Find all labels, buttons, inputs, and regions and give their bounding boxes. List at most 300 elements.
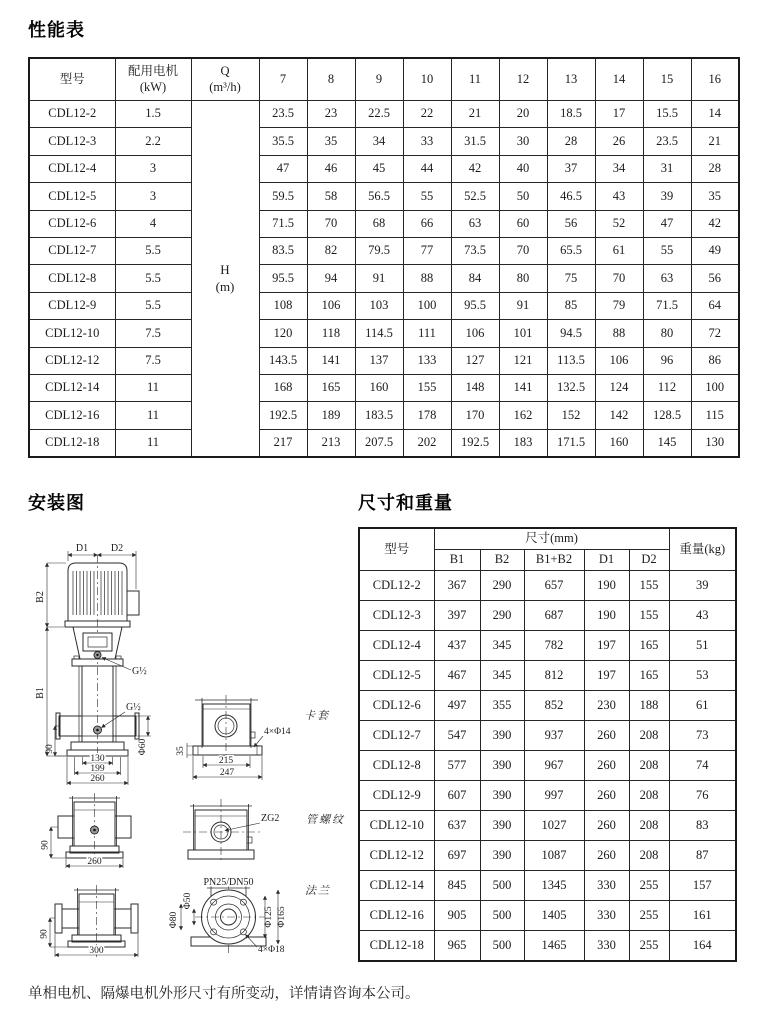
b2-label: B2: [35, 591, 46, 603]
mid-dim90-label: 90: [40, 840, 51, 850]
performance-row: [29, 429, 739, 457]
model-cell: CDL12-2: [29, 101, 115, 128]
col-header-motor: [115, 58, 191, 101]
head-value-cell: 37: [547, 155, 595, 182]
head-value-cell: 95.5: [451, 292, 499, 319]
dim300-label: 300: [89, 946, 104, 956]
dims-b1b2-cell: 967: [524, 751, 584, 781]
head-value-cell: 58: [307, 183, 355, 210]
clamp-body: [203, 704, 250, 746]
head-value-cell: 35: [691, 183, 739, 210]
phi165-label: Φ165: [277, 906, 287, 928]
head-value-cell: 83.5: [259, 237, 307, 264]
head-value-cell: 47: [259, 155, 307, 182]
dims-b1-cell: 437: [434, 631, 480, 661]
dims-b1-cell: 467: [434, 661, 480, 691]
head-value-cell: 192.5: [259, 402, 307, 429]
dims-d2-cell: 255: [629, 931, 669, 962]
performance-row: [29, 155, 739, 182]
performance-row: [29, 347, 739, 374]
head-value-cell: 101: [499, 320, 547, 347]
head-value-cell: 178: [403, 402, 451, 429]
head-value-cell: 23.5: [643, 128, 691, 155]
motor-kw-cell: 5.5: [115, 265, 191, 292]
head-value-cell: 127: [451, 347, 499, 374]
col-header-flow-9: 9: [355, 58, 403, 101]
bot-pipe-right: [114, 909, 131, 928]
head-value-cell: 165: [307, 374, 355, 401]
head-value-cell: 71.5: [259, 210, 307, 237]
head-value-cell: 61: [595, 237, 643, 264]
model-cell: CDL12-8: [29, 265, 115, 292]
dim199-label: 199: [90, 764, 105, 774]
top-port-label: G½: [132, 666, 147, 677]
dims-model-cell: CDL12-2: [359, 571, 434, 601]
head-value-cell: 59.5: [259, 183, 307, 210]
head-value-cell: 77: [403, 237, 451, 264]
dim130-label: 130: [90, 754, 105, 764]
head-value-cell: 47: [643, 210, 691, 237]
head-value-cell: 189: [307, 402, 355, 429]
head-value-cell: 63: [643, 265, 691, 292]
dims-b2-cell: 345: [480, 661, 524, 691]
head-value-cell: 142: [595, 402, 643, 429]
head-value-cell: 160: [355, 374, 403, 401]
head-value-cell: 213: [307, 429, 355, 457]
model-cell: CDL12-18: [29, 429, 115, 457]
performance-row: [29, 320, 739, 347]
dims-weight-cell: 76: [669, 781, 736, 811]
dims-weight-cell: 161: [669, 901, 736, 931]
dims-b1-cell: 547: [434, 721, 480, 751]
head-value-cell: 79: [595, 292, 643, 319]
d2-label: D2: [110, 543, 124, 554]
head-value-cell: 100: [403, 292, 451, 319]
dims-d1-cell: 260: [584, 751, 629, 781]
zg2-label: ZG2: [261, 813, 280, 824]
head-unit-line1: H: [220, 262, 230, 278]
motor-kw-cell: 4: [115, 210, 191, 237]
dims-b1b2-cell: 1465: [524, 931, 584, 962]
dims-row: [359, 571, 736, 601]
dims-row: [359, 751, 736, 781]
head-value-cell: 202: [403, 429, 451, 457]
head-value-cell: 121: [499, 347, 547, 374]
motor-header-line1: 配用电机: [127, 63, 178, 78]
motor-kw-cell: 5.5: [115, 237, 191, 264]
flange-rating-label: PN25/DN50: [203, 877, 254, 888]
head-value-cell: 42: [451, 155, 499, 182]
dim260-label: 260: [90, 774, 105, 784]
head-value-cell: 56: [691, 265, 739, 292]
head-value-cell: 56.5: [355, 183, 403, 210]
phi50-label: Φ50: [183, 892, 193, 910]
performance-body: [29, 101, 739, 458]
head-value-cell: 14: [691, 101, 739, 128]
dims-col-d2: D2: [629, 550, 669, 571]
discharge-port: [113, 716, 136, 736]
head-value-cell: 162: [499, 402, 547, 429]
dims-d2-cell: 208: [629, 841, 669, 871]
model-cell: CDL12-4: [29, 155, 115, 182]
head-value-cell: 155: [403, 374, 451, 401]
head-value-cell: 63: [451, 210, 499, 237]
suction-port: [59, 716, 82, 736]
head-value-cell: 75: [547, 265, 595, 292]
dims-d2-cell: 188: [629, 691, 669, 721]
col-header-flow-16: 16: [691, 58, 739, 101]
head-value-cell: 103: [355, 292, 403, 319]
head-value-cell: 183: [499, 429, 547, 457]
dims-b2-cell: 500: [480, 871, 524, 901]
col-header-flow-14: 14: [595, 58, 643, 101]
dims-d2-cell: 255: [629, 871, 669, 901]
pump-front-view: [35, 543, 151, 785]
head-value-cell: 106: [451, 320, 499, 347]
phi125-label: Φ125: [264, 906, 274, 928]
head-value-cell: 112: [643, 374, 691, 401]
dims-model-cell: CDL12-5: [359, 661, 434, 691]
dims-weight-cell: 74: [669, 751, 736, 781]
dims-d1-cell: 330: [584, 901, 629, 931]
dims-row: [359, 871, 736, 901]
performance-header-row: [29, 58, 739, 101]
dims-model-cell: CDL12-4: [359, 631, 434, 661]
head-value-cell: 55: [403, 183, 451, 210]
head-value-cell: 217: [259, 429, 307, 457]
dims-d2-cell: 155: [629, 571, 669, 601]
performance-row: [29, 128, 739, 155]
head-value-cell: 143.5: [259, 347, 307, 374]
col-header-flow-7: 7: [259, 58, 307, 101]
dims-col-d1: D1: [584, 550, 629, 571]
dims-row: [359, 931, 736, 962]
dims-col-model: 型号: [359, 528, 434, 571]
head-value-cell: 23: [307, 101, 355, 128]
head-value-cell: 120: [259, 320, 307, 347]
dims-d1-cell: 190: [584, 571, 629, 601]
flange-holes-label: 4×Φ18: [258, 945, 285, 955]
head-value-cell: 94: [307, 265, 355, 292]
dimensions-title: 尺寸和重量: [358, 493, 453, 514]
dims-model-cell: CDL12-7: [359, 721, 434, 751]
head-value-cell: 160: [595, 429, 643, 457]
clamp-base: [193, 746, 262, 755]
clamp-holes-leader: [254, 736, 263, 747]
mid-port-left: [58, 816, 74, 838]
dims-model-cell: CDL12-10: [359, 811, 434, 841]
base-view-300: [40, 885, 139, 957]
head-value-cell: 56: [547, 210, 595, 237]
bot-tie-rods: [78, 888, 116, 935]
performance-row: [29, 374, 739, 401]
performance-row: [29, 402, 739, 429]
dims-b1-cell: 637: [434, 811, 480, 841]
col-header-flow-11: 11: [451, 58, 499, 101]
dims-d2-cell: 165: [629, 661, 669, 691]
dims-d1-cell: 260: [584, 841, 629, 871]
model-cell: CDL12-6: [29, 210, 115, 237]
head-value-cell: 22: [403, 101, 451, 128]
dims-b2-cell: 500: [480, 931, 524, 962]
col-header-flow-8: 8: [307, 58, 355, 101]
head-value-cell: 118: [307, 320, 355, 347]
motor-kw-cell: 3: [115, 183, 191, 210]
dims-model-cell: CDL12-16: [359, 901, 434, 931]
dims-d1-cell: 330: [584, 931, 629, 962]
head-value-cell: 39: [643, 183, 691, 210]
head-value-cell: 70: [307, 210, 355, 237]
head-value-cell: 91: [499, 292, 547, 319]
dims-weight-cell: 164: [669, 931, 736, 962]
dims-d1-cell: 260: [584, 721, 629, 751]
clamp-tie-rods: [202, 698, 251, 748]
head-unit-cell: [191, 101, 259, 458]
head-value-cell: 44: [403, 155, 451, 182]
head-value-cell: 141: [499, 374, 547, 401]
dims-weight-cell: 39: [669, 571, 736, 601]
motor-kw-cell: 2.2: [115, 128, 191, 155]
col-header-flow-15: 15: [643, 58, 691, 101]
head-value-cell: 34: [595, 155, 643, 182]
drain-port-dot: [96, 729, 99, 732]
motor-kw-cell: 3: [115, 155, 191, 182]
col-header-flow-10: 10: [403, 58, 451, 101]
performance-table: [28, 57, 740, 458]
dims-d1-cell: 260: [584, 811, 629, 841]
dims-b2-cell: 345: [480, 631, 524, 661]
dims-weight-cell: 87: [669, 841, 736, 871]
dims-b1b2-cell: 812: [524, 661, 584, 691]
dims-col-b1b2: B1+B2: [524, 550, 584, 571]
dims-b1-cell: 697: [434, 841, 480, 871]
model-cell: CDL12-10: [29, 320, 115, 347]
head-value-cell: 30: [499, 128, 547, 155]
dims-b2-cell: 290: [480, 571, 524, 601]
flange-detail-view: [169, 877, 331, 955]
head-value-cell: 18.5: [547, 101, 595, 128]
dims-model-cell: CDL12-3: [359, 601, 434, 631]
head-value-cell: 42: [691, 210, 739, 237]
head-value-cell: 171.5: [547, 429, 595, 457]
model-cell: CDL12-7: [29, 237, 115, 264]
dims-d2-cell: 208: [629, 781, 669, 811]
dims-b1-cell: 965: [434, 931, 480, 962]
dims-b1b2-cell: 657: [524, 571, 584, 601]
head-value-cell: 111: [403, 320, 451, 347]
dims-d1-cell: 330: [584, 871, 629, 901]
head-value-cell: 50: [499, 183, 547, 210]
head-value-cell: 88: [403, 265, 451, 292]
motor-kw-cell: 7.5: [115, 320, 191, 347]
dims-b1-cell: 367: [434, 571, 480, 601]
thread-caption: 管螺纹: [306, 814, 345, 826]
lantern-window: [83, 633, 112, 651]
head-value-cell: 207.5: [355, 429, 403, 457]
col-header-flow: [191, 58, 259, 101]
col-header-flow-13: 13: [547, 58, 595, 101]
dims-col-weight: 重量(kg): [669, 528, 736, 571]
motor-header-line2: (kW): [139, 79, 167, 94]
clamp-holes-label: 4×Φ14: [264, 727, 291, 737]
dims-row: [359, 841, 736, 871]
dims-weight-cell: 73: [669, 721, 736, 751]
head-value-cell: 45: [355, 155, 403, 182]
head-value-cell: 82: [307, 237, 355, 264]
zg-side-nut: [247, 837, 252, 843]
d1-label: D1: [75, 543, 89, 554]
head-value-cell: 133: [403, 347, 451, 374]
dims-row: [359, 691, 736, 721]
head-value-cell: 114.5: [355, 320, 403, 347]
dims-model-cell: CDL12-6: [359, 691, 434, 721]
dims-b1b2-cell: 997: [524, 781, 584, 811]
bot-flange-right: [131, 904, 138, 933]
head-value-cell: 34: [355, 128, 403, 155]
head-value-cell: 115: [691, 402, 739, 429]
b1-label: B1: [35, 687, 46, 699]
head-value-cell: 183.5: [355, 402, 403, 429]
head-value-cell: 88: [595, 320, 643, 347]
dims-row: [359, 661, 736, 691]
col-header-flow-12: 12: [499, 58, 547, 101]
dims-b1-cell: 845: [434, 871, 480, 901]
dims-weight-cell: 51: [669, 631, 736, 661]
head-value-cell: 23.5: [259, 101, 307, 128]
head-value-cell: 31.5: [451, 128, 499, 155]
motor-kw-cell: 7.5: [115, 347, 191, 374]
head-value-cell: 145: [643, 429, 691, 457]
dims-d2-cell: 255: [629, 901, 669, 931]
head-value-cell: 64: [691, 292, 739, 319]
dims-b2-cell: 390: [480, 721, 524, 751]
dims-d2-cell: 208: [629, 721, 669, 751]
dims-b1b2-cell: 1345: [524, 871, 584, 901]
head-value-cell: 49: [691, 237, 739, 264]
head-value-cell: 33: [403, 128, 451, 155]
dims-b2-cell: 355: [480, 691, 524, 721]
dims-body: [359, 571, 736, 962]
pipe-thread-view: [183, 799, 345, 863]
dims-b1b2-cell: 937: [524, 721, 584, 751]
dims-b2-cell: 390: [480, 841, 524, 871]
performance-row: [29, 292, 739, 319]
head-value-cell: 80: [643, 320, 691, 347]
head-value-cell: 52: [595, 210, 643, 237]
head-value-cell: 55: [643, 237, 691, 264]
head-value-cell: 100: [691, 374, 739, 401]
zg2-leader: [225, 823, 260, 831]
head-value-cell: 46.5: [547, 183, 595, 210]
head-value-cell: 80: [499, 265, 547, 292]
dim215-label: 215: [218, 756, 234, 766]
dims-row: [359, 601, 736, 631]
head-value-cell: 132.5: [547, 374, 595, 401]
flow-header-line1: Q: [220, 63, 230, 78]
model-cell: CDL12-16: [29, 402, 115, 429]
head-value-cell: 141: [307, 347, 355, 374]
dim90-extensions: [55, 726, 67, 756]
performance-row: [29, 237, 739, 264]
motor-kw-cell: 11: [115, 402, 191, 429]
dims-b1-cell: 397: [434, 601, 480, 631]
dims-weight-cell: 157: [669, 871, 736, 901]
dims-b1b2-cell: 1027: [524, 811, 584, 841]
clamp-base-steps: [198, 746, 257, 755]
mid-body: [74, 802, 115, 846]
head-value-cell: 137: [355, 347, 403, 374]
head-value-cell: 70: [595, 265, 643, 292]
head-value-cell: 168: [259, 374, 307, 401]
dims-model-cell: CDL12-9: [359, 781, 434, 811]
head-value-cell: 43: [595, 183, 643, 210]
dims-b1b2-cell: 687: [524, 601, 584, 631]
head-value-cell: 170: [451, 402, 499, 429]
dims-row: [359, 901, 736, 931]
head-value-cell: 95.5: [259, 265, 307, 292]
bot-flange-left: [55, 904, 62, 933]
bot-dim90-label: 90: [39, 929, 50, 939]
dims-b1-cell: 905: [434, 901, 480, 931]
performance-row: [29, 210, 739, 237]
dims-d1-cell: 197: [584, 661, 629, 691]
head-value-cell: 106: [595, 347, 643, 374]
footer-note: 单相电机、隔爆电机外形尺寸有所变动，详情请咨询本公司。: [28, 986, 420, 1002]
bot-pipe-left: [62, 909, 79, 928]
motor-kw-cell: 5.5: [115, 292, 191, 319]
head-value-cell: 40: [499, 155, 547, 182]
dimensions-table: [358, 527, 737, 962]
mid-port-right: [115, 816, 131, 838]
dims-row: [359, 631, 736, 661]
dims-d1-cell: 197: [584, 631, 629, 661]
head-value-cell: 96: [643, 347, 691, 374]
head-value-cell: 68: [355, 210, 403, 237]
flange-holes-leader: [246, 935, 258, 948]
head-value-cell: 35.5: [259, 128, 307, 155]
performance-row: [29, 265, 739, 292]
dims-d1-cell: 190: [584, 601, 629, 631]
head-value-cell: 85: [547, 292, 595, 319]
performance-row: [29, 101, 739, 128]
head-value-cell: 148: [451, 374, 499, 401]
model-cell: CDL12-3: [29, 128, 115, 155]
head-value-cell: 86: [691, 347, 739, 374]
head-value-cell: 79.5: [355, 237, 403, 264]
clamp-sleeve-view: [176, 695, 330, 780]
motor-terminal-box: [127, 591, 139, 615]
dims-d2-cell: 208: [629, 811, 669, 841]
dims-b2-cell: 290: [480, 601, 524, 631]
dims-b2-cell: 500: [480, 901, 524, 931]
dims-weight-cell: 53: [669, 661, 736, 691]
head-value-cell: 113.5: [547, 347, 595, 374]
dims-b2-cell: 390: [480, 751, 524, 781]
head-value-cell: 73.5: [451, 237, 499, 264]
dims-row: [359, 781, 736, 811]
head-value-cell: 21: [451, 101, 499, 128]
dims-col-b1: B1: [434, 550, 480, 571]
head-value-cell: 26: [595, 128, 643, 155]
head-value-cell: 52.5: [451, 183, 499, 210]
head-value-cell: 108: [259, 292, 307, 319]
model-cell: CDL12-12: [29, 347, 115, 374]
dims-b1-cell: 607: [434, 781, 480, 811]
phi80-label: Φ80: [169, 911, 179, 929]
head-value-cell: 84: [451, 265, 499, 292]
dims-col-b2: B2: [480, 550, 524, 571]
model-cell: CDL12-5: [29, 183, 115, 210]
